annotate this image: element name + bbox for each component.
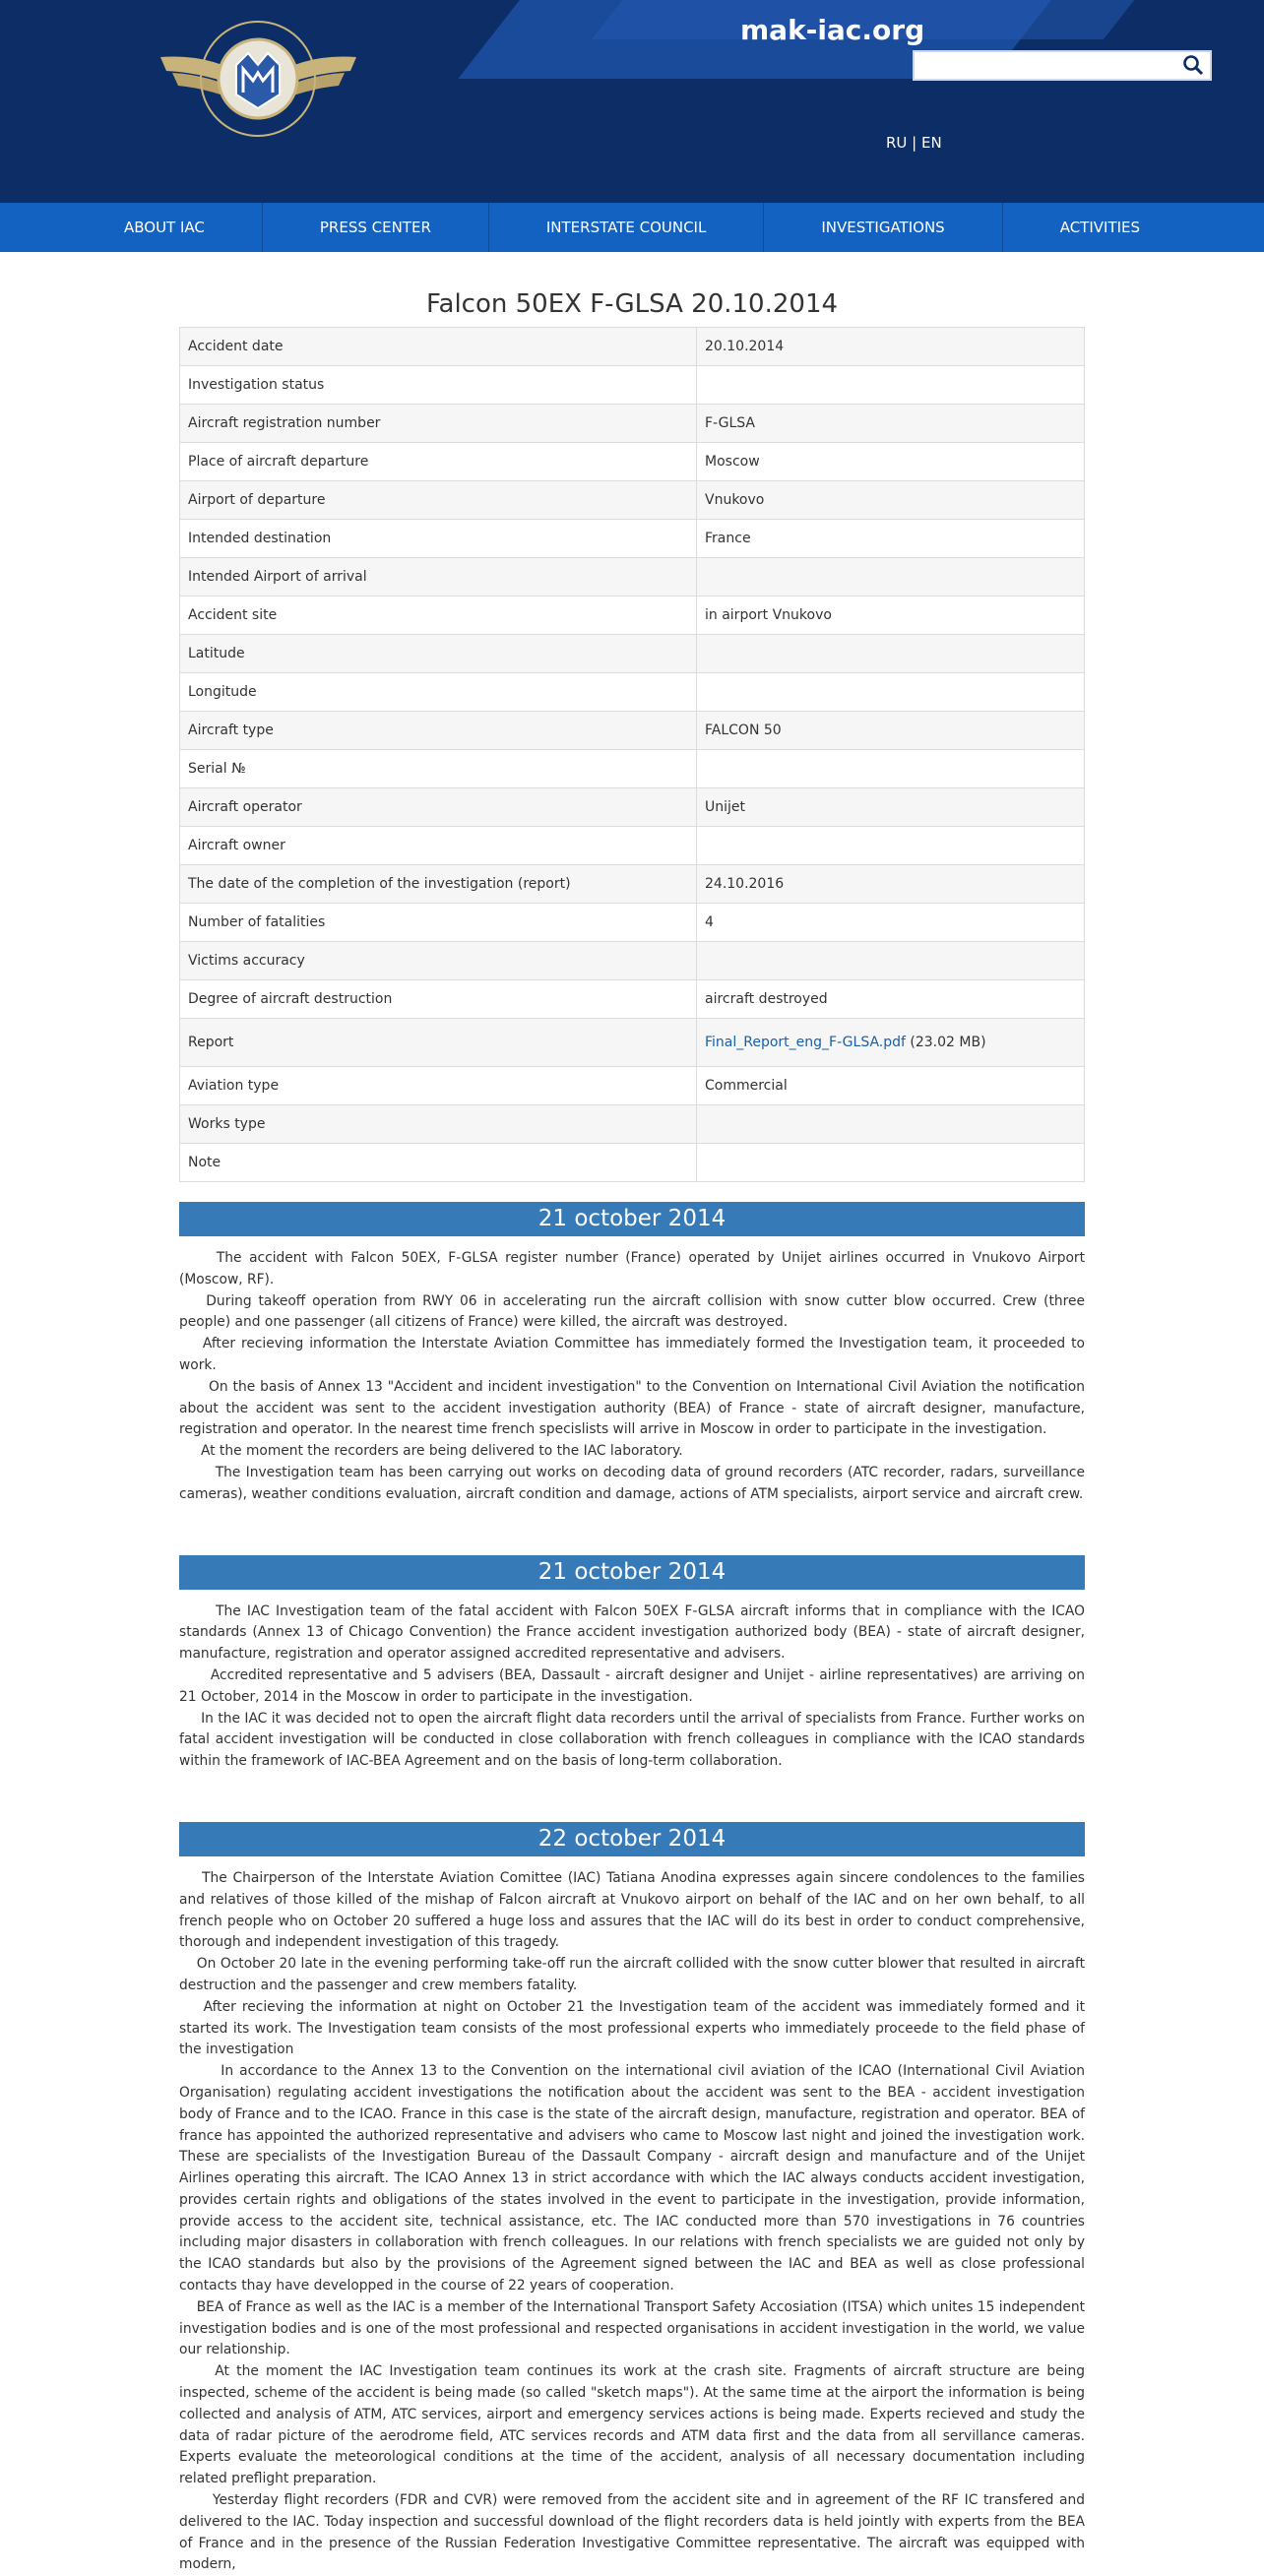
- row-value: [697, 942, 1085, 980]
- table-row: [180, 597, 1085, 635]
- paragraph: The IAC Investigation team of the fatal accident with Falcon 50EX F-GLSA aircraft informs that in compliance with the ICAO standards (Annex 13 of Chicago Convention) the France accident investigation authorized body (BEA) - state of aircraft designer, manufacture, registration and operator assigned accredited representative and advisers.: [179, 1602, 1090, 1663]
- site-name[interactable]: mak-iac.org: [740, 14, 925, 46]
- row-label: Accident date: [180, 328, 697, 366]
- paragraph: During takeoff operation from RWY 06 in accelerating run the aircraft collision with snow cutter blow occurred. Crew (three people) and one passenger (all citizens of France) were killed, the aircraft was destroyed.: [179, 1292, 1090, 1331]
- paragraph: BEA of France as well as the IAC is a member of the International Transport Safety Accosiation (ITSA) which unites 15 independent investigation bodies and is one of the most professional and respected organisations in accident investigation in the world, we value our relationship.: [179, 2298, 1090, 2358]
- lang-separator: |: [907, 134, 921, 152]
- paragraph: The Chairperson of the Interstate Aviation Comittee (IAC) Tatiana Anodina expresses again sincere condolences to the families and relatives of those killed of the mishap of Falcon aircraft at Vnukovo airport on behalf of the IAC and on her own behalf, to all french people who on October 20 suffered a huge loss and assures that the IAC will do its best in order to conduct comprehensive, thorough and independent investigation of this tragedy.: [179, 1869, 1090, 1951]
- row-label: Degree of aircraft destruction: [180, 980, 697, 1019]
- lang-ru-link[interactable]: RU: [886, 134, 908, 152]
- row-label: Accident site: [180, 597, 697, 635]
- paragraph: The accident with Falcon 50EX, F-GLSA register number (France) operated by Unijet airlines occurred in Vnukovo Airport (Moscow, RF).: [179, 1250, 1090, 1288]
- language-switcher: [886, 134, 942, 152]
- row-value: [697, 1144, 1085, 1182]
- table-row: [180, 980, 1085, 1019]
- news-section: [179, 1822, 1090, 2576]
- report-file-size: (23.02 MB): [905, 1035, 986, 1050]
- paragraph: Accredited representative and 5 advisers (BEA, Dassault - aircraft designer and Unijet - airline representatives) are arriving on 21 October, 2014 in the Moscow in order to participate in the investigation.: [179, 1666, 1090, 1705]
- paragraph: After recieving information the Interstate Aviation Committee has immediately formed the Investigation team, it proceeded to work.: [179, 1336, 1090, 1373]
- table-row: [180, 827, 1085, 865]
- row-label: Investigation status: [180, 366, 697, 405]
- row-value: [697, 827, 1085, 865]
- table-row: [180, 904, 1085, 942]
- row-value: FALCON 50: [697, 712, 1085, 750]
- row-label: Longitude: [180, 673, 697, 712]
- search-icon[interactable]: [1182, 54, 1204, 76]
- paragraph: On the basis of Annex 13 "Accident and incident investigation" to the Convention on International Civil Aviation the notification about the accident was sent to the accident investigation authority (BEA) of France - state of aircraft designer, manufacture, registration and operator. In the nearest time french specislists will arrive in Moscow in order to participate in the investigation.: [179, 1378, 1090, 1438]
- table-row: [180, 481, 1085, 520]
- row-label: Serial №: [180, 750, 697, 788]
- row-value: [697, 750, 1085, 788]
- row-value: [697, 635, 1085, 673]
- row-value: Commercial: [697, 1067, 1085, 1105]
- row-label: Airport of departure: [180, 481, 697, 520]
- row-label: Intended destination: [180, 520, 697, 558]
- main-content: [179, 289, 1090, 2576]
- table-row: [180, 1105, 1085, 1144]
- table-row: [180, 750, 1085, 788]
- row-label: Aircraft operator: [180, 788, 697, 827]
- table-row: [180, 328, 1085, 366]
- row-value: Unijet: [697, 788, 1085, 827]
- paragraph: At the moment the IAC Investigation team continues its work at the crash site. Fragments of aircraft structure are being inspected, scheme of the accident is being made (so called "sketch maps"). At the same time at the airport the information is being collected and analysis of ATM, ATC services, airport and emergency services actions is being made. Experts recieved and study the data of radar picture of the aerodrome field, ATC services records and ATM data first and the data from all servillance cameras. Experts evaluate the meteorological conditions at the time of the accident, analysis of all necessary documentation including related preflight preparation.: [179, 2363, 1090, 2487]
- nav-item-about-iac[interactable]: ABOUT IAC: [67, 203, 263, 252]
- table-row: [180, 558, 1085, 597]
- row-value: 24.10.2016: [697, 865, 1085, 904]
- nav-item-interstate-council[interactable]: INTERSTATE COUNCIL: [489, 203, 764, 252]
- table-row-report: [180, 1019, 1085, 1067]
- paragraph: The Investigation team has been carrying out works on decoding data of ground recorders (ATC recorder, radars, surveillance cameras), weather conditions evaluation, aircraft condition and damage, actions of ATM specialists, airport service and aircraft crew.: [179, 1464, 1090, 1502]
- table-row: [180, 942, 1085, 980]
- row-value: aircraft destroyed: [697, 980, 1085, 1019]
- main-nav: [0, 203, 1264, 252]
- row-label: Latitude: [180, 635, 697, 673]
- paragraph: In accordance to the Annex 13 to the Convention on the international civil aviation of the ICAO (International Civil Aviation Organisation) regulating accident investigations the notification about the accident was sent to the BEA - accident investigation body of France and to the ICAO. France in this case is the state of the aircraft design, manufacture, registration and operator. BEA of france has appointed the authorized representative and advisers who came to Moscow last night and joined the investigation work. These are specialists of the Investigation Bureau of the Dassault Company - aircraft design and manufacture and of the Unijet Airlines operating this aircraft. The ICAO Annex 13 in strict accordance with which the IAC always conducts accident investigation, provides certain rights and obligations of the states involved in the event to participate in the investigation, provide information, provide access to the accident site, technical assistance, etc. The IAC conducted more than 570 investigations in 76 countries including major disasters in collaboration with french colleagues. In our relations with french specialists we are guided not only by the ICAO standards but also by the provisions of the Agreement signed between the IAC and BEA as well as close professional contacts thay have developped in the course of 22 years of cooperation.: [179, 2063, 1090, 2294]
- row-label: Aircraft registration number: [180, 405, 697, 443]
- section-body: [179, 1248, 1090, 1506]
- table-row: [180, 1067, 1085, 1105]
- report-pdf-link[interactable]: Final_Report_eng_F-GLSA.pdf: [705, 1035, 906, 1050]
- row-value: 20.10.2014: [697, 328, 1085, 366]
- table-row: [180, 865, 1085, 904]
- table-row: [180, 405, 1085, 443]
- row-label: Works type: [180, 1105, 697, 1144]
- row-value: F-GLSA: [697, 405, 1085, 443]
- row-value: in airport Vnukovo: [697, 597, 1085, 635]
- row-label: Place of aircraft departure: [180, 443, 697, 481]
- section-date-title: 21 october 2014: [179, 1555, 1085, 1590]
- table-row: [180, 1144, 1085, 1182]
- search-input[interactable]: [917, 54, 1177, 77]
- news-section: [179, 1555, 1090, 1773]
- site-header: [0, 0, 1264, 203]
- row-label: Note: [180, 1144, 697, 1182]
- row-label: Intended Airport of arrival: [180, 558, 697, 597]
- paragraph: On October 20 late in the evening performing take-off run the aircraft collided with the snow cutter blower that resulted in aircraft destruction and the passenger and crew members fatality.: [179, 1956, 1090, 1993]
- paragraph: Yesterday flight recorders (FDR and CVR) were removed from the accident site and in agreement of the RF IC transfered and delivered to the IAC. Today inspection and successful download of the flight recorders data is held jointly with experts from the BEA of France and in the presence of the Russian Federation Investigative Committee representative. The aircraft was equipped with modern,: [179, 2492, 1090, 2573]
- row-value: [697, 366, 1085, 405]
- search-box: [913, 50, 1212, 81]
- row-label: Victims accuracy: [180, 942, 697, 980]
- news-section: [179, 1202, 1090, 1506]
- paragraph: After recieving the information at night on October 21 the Investigation team of the accident was immediately formed and it started its work. The Investigation team consists of the most professional experts who immediately proceede to the field phase of the investigation: [179, 1998, 1090, 2058]
- section-date-title: 21 october 2014: [179, 1202, 1085, 1236]
- table-row: [180, 520, 1085, 558]
- section-body: [179, 1868, 1090, 2576]
- row-label: Report: [180, 1019, 697, 1067]
- iac-logo-emblem[interactable]: [153, 14, 364, 147]
- row-value: [697, 673, 1085, 712]
- row-value: France: [697, 520, 1085, 558]
- nav-item-activities[interactable]: ACTIVITIES: [1059, 219, 1141, 236]
- row-label: Aviation type: [180, 1067, 697, 1105]
- table-row: [180, 673, 1085, 712]
- nav-item-investigations[interactable]: INVESTIGATIONS: [764, 203, 1002, 252]
- row-label: Aircraft owner: [180, 827, 697, 865]
- accident-info-table: [179, 327, 1085, 1182]
- paragraph: In the IAC it was decided not to open the aircraft flight data recorders until the arrival of specialists from France. Further works on fatal accident investigation will be conducted in close collaboration with french colleagues in compliance with the ICAO standards within the framework of IAC-BEA Agreement and on the basis of long-term collaboration.: [179, 1710, 1090, 1770]
- table-row: [180, 788, 1085, 827]
- row-value: Moscow: [697, 443, 1085, 481]
- row-value: [697, 558, 1085, 597]
- table-row: [180, 712, 1085, 750]
- row-label: Number of fatalities: [180, 904, 697, 942]
- section-date-title: 22 october 2014: [179, 1822, 1085, 1856]
- table-row: [180, 366, 1085, 405]
- row-value: [697, 1019, 1085, 1067]
- row-label: The date of the completion of the investigation (report): [180, 865, 697, 904]
- row-value: [697, 1105, 1085, 1144]
- row-value: Vnukovo: [697, 481, 1085, 520]
- nav-item-press-center[interactable]: PRESS CENTER: [263, 203, 489, 252]
- section-body: [179, 1602, 1090, 1773]
- paragraph: At the moment the recorders are being delivered to the IAC laboratory.: [179, 1443, 683, 1460]
- row-value: 4: [697, 904, 1085, 942]
- lang-en-link[interactable]: EN: [921, 134, 942, 152]
- table-row: [180, 443, 1085, 481]
- table-row: [180, 635, 1085, 673]
- page-title: Falcon 50EX F-GLSA 20.10.2014: [425, 289, 839, 319]
- row-label: Aircraft type: [180, 712, 697, 750]
